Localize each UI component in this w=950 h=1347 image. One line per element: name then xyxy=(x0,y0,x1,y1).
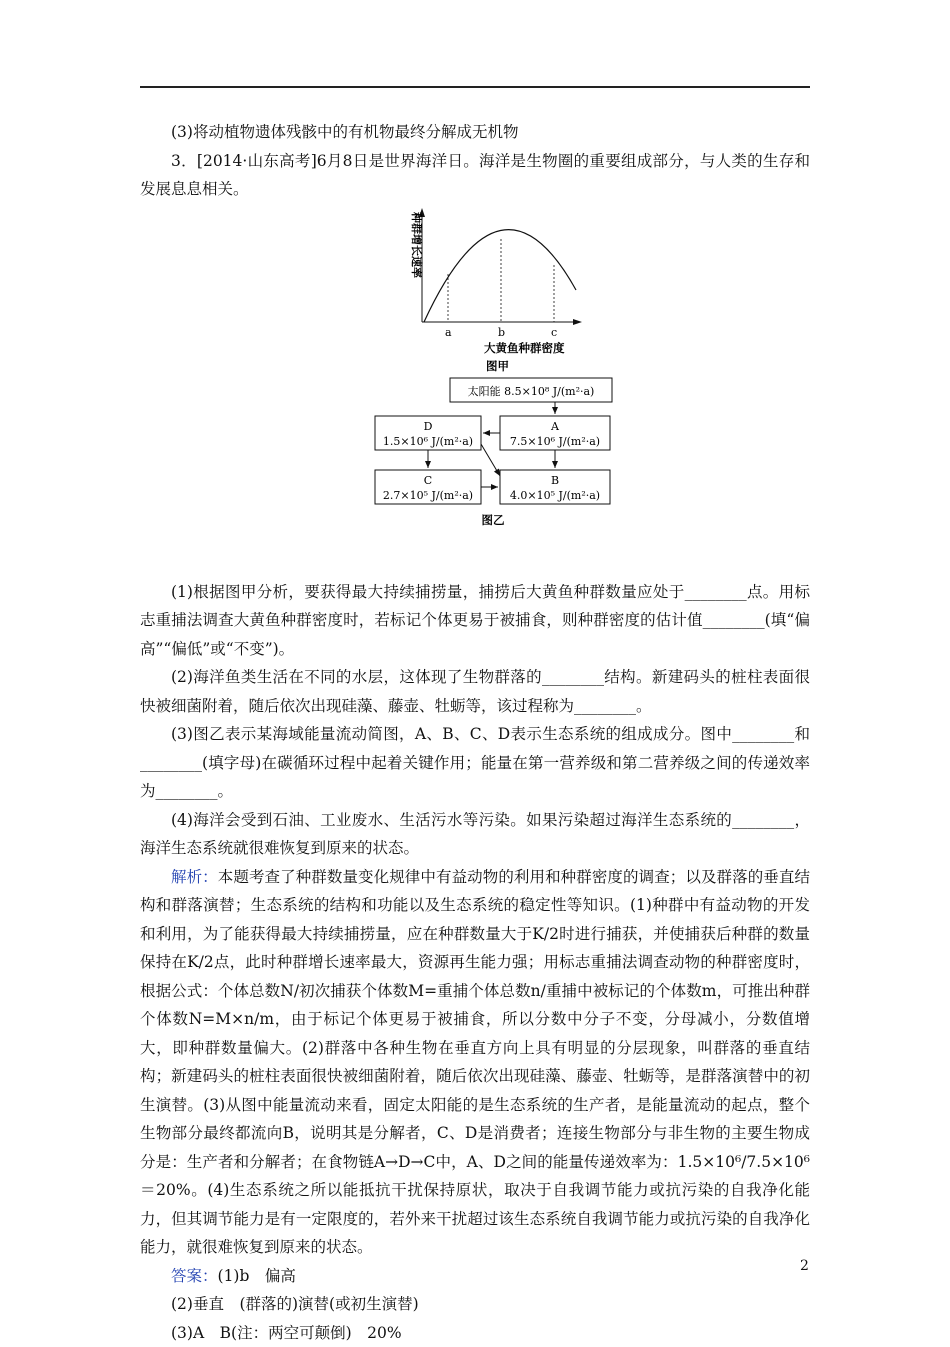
box-d-name: D xyxy=(424,420,433,433)
box-c-value: 2.7×10⁵ J/(m²·a) xyxy=(383,489,473,502)
x-axis-label: 大黄鱼种群密度 xyxy=(484,341,565,355)
tick-a: a xyxy=(445,326,452,339)
box-a-name: A xyxy=(550,420,560,433)
y-axis-label: 种群增长速率 xyxy=(410,211,424,278)
answer-2: (2)垂直 (群落的)演替(或初生演替) xyxy=(140,1290,810,1319)
header-rule xyxy=(140,86,810,88)
answer-line-1 xyxy=(140,1262,810,1291)
figures xyxy=(140,206,810,576)
tick-c: c xyxy=(551,326,557,339)
arrow-d-b xyxy=(481,444,500,476)
box-c-name: C xyxy=(424,474,432,487)
question-4: (4)海洋会受到石油、工业废水、生活污水等污染。如果污染超过海洋生态系统的________，海洋生态系统就很难恢复到原来的状态。 xyxy=(140,806,810,863)
figure-b-diagram xyxy=(140,374,810,574)
box-b-name: B xyxy=(551,474,559,487)
figure-a-caption: 图甲 xyxy=(486,359,509,373)
tick-b: b xyxy=(498,326,505,339)
previous-answer-line: (3)将动植物遗体残骸中的有机物最终分解成无机物 xyxy=(140,118,810,147)
answer-1: (1)b 偏高 xyxy=(218,1267,296,1285)
x-axis-arrow xyxy=(573,319,582,325)
box-b-value: 4.0×10⁵ J/(m²·a) xyxy=(510,489,600,502)
figure-b-caption: 图乙 xyxy=(482,513,505,527)
question-3: (3)图乙表示某海域能量流动简图，A、B、C、D表示生态系统的组成成分。图中________和________(填字母)在碳循环过程中起着关键作用；能量在第一营养级和第二营养级之间的传递效率为________。 xyxy=(140,720,810,806)
document-body xyxy=(140,118,810,1347)
answer-3: (3)A B(注：两空可颠倒) 20% xyxy=(140,1319,810,1347)
sun-label: 太阳能 8.5×10⁸ J/(m²·a) xyxy=(468,384,595,398)
analysis-text: 本题考查了种群数量变化规律中有益动物的利用和种群密度的调查；以及群落的垂直结构和群落演替；生态系统的结构和功能以及生态系统的稳定性等知识。(1)种群中有益动物的开发和利用，为了能获得最大持续捕捞量，应在种群数量大于K/2时进行捕获，并使捕获后种群的数量保持在K/2点，此时种群增长速率最大，资源再生能力强；用标志重捕法调查动物的种群密度时，根据公式：个体总数N/初次捕获个体数M=重捕个体总数n/重捕中被标记的个体数m，可推出种群个体数N=M×n/m，由于标记个体更易于被捕食，所以分数中分子不变，分母减小，分数值增大，即种群数量偏大。(2)群落中各种生物在垂直方向上具有明显的分层现象，叫群落的垂直结构；新建码头的桩柱表面很快被细菌附着，随后依次出现硅藻、藤壶、牡蛎等，是群落演替中的初生演替。(3)从图中能量流动来看，固定太阳能的是生态系统的生产者，是能量流动的起点，整个生物部分最终都流向B，说明其是分解者，C、D是消费者；连接生物部分与非生物的主要生物成分是：生产者和分解者；在食物链A→D→C中，A、D之间的能量传递效率为：1.5×10⁶/7.5×10⁶＝20%。(4)生态系统之所以能抵抗干扰保持原状，取决于自我调节能力或抗污染的自我净化能力，但其调节能力是有一定限度的，若外来干扰超过该生态系统自我调节能力或抗污染的自我净化能力，就很难恢复到原来的状态。 xyxy=(140,868,810,1257)
box-a-value: 7.5×10⁶ J/(m²·a) xyxy=(510,435,600,448)
figure-a-chart xyxy=(140,206,810,381)
analysis-paragraph xyxy=(140,863,810,1262)
growth-rate-curve xyxy=(424,229,576,321)
analysis-label: 解析： xyxy=(171,868,218,886)
answer-label: 答案： xyxy=(171,1267,218,1285)
question-intro: 3．[2014·山东高考]6月8日是世界海洋日。海洋是生物圈的重要组成部分，与人类的生存和发展息息相关。 xyxy=(140,147,810,204)
box-d-value: 1.5×10⁶ J/(m²·a) xyxy=(383,435,473,448)
question-2: (2)海洋鱼类生活在不同的水层，这体现了生物群落的________结构。新建码头的桩柱表面很快被细菌附着，随后依次出现硅藻、藤壶、牡蛎等，该过程称为________。 xyxy=(140,663,810,720)
question-1: (1)根据图甲分析，要获得最大持续捕捞量，捕捞后大黄鱼种群数量应处于________点。用标志重捕法调查大黄鱼种群密度时，若标记个体更易于被捕食，则种群密度的估计值________(填“偏高”“偏低”或“不变”)。 xyxy=(140,578,810,664)
page-number: 2 xyxy=(800,1258,809,1274)
